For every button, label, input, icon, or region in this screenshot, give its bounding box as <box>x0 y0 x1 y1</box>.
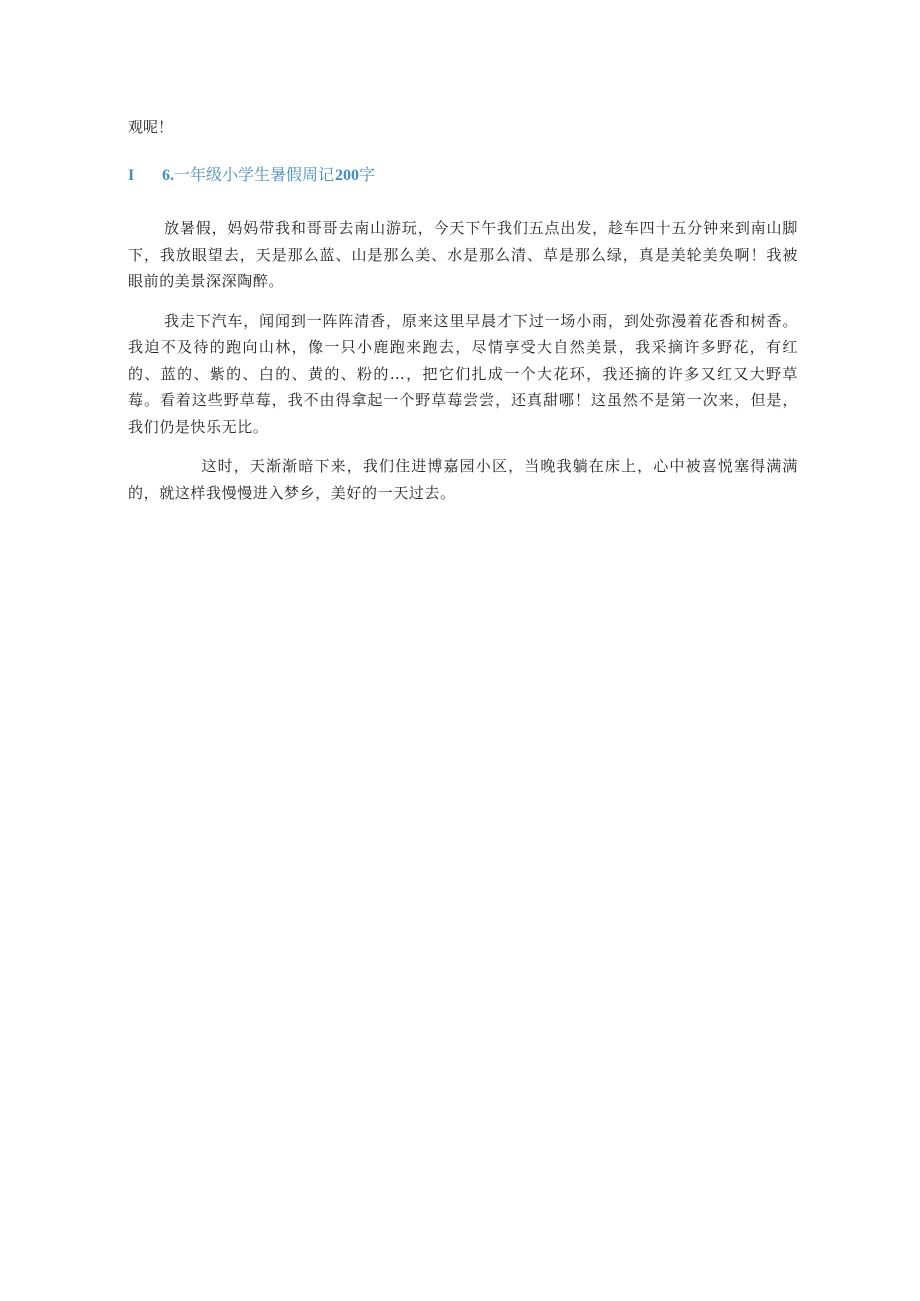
body-paragraph-3: 这时，天渐渐暗下来，我们住进博嘉园小区，当晚我躺在床上，心中被喜悦塞得满满的，就这样我慢慢进入梦乡，美好的一天过去。 <box>128 457 798 502</box>
body-paragraph-1: 放暑假，妈妈带我和哥哥去南山游玩，今天下午我们五点出发，趁车四十五分钟来到南山脚下，我放眼望去，天是那么蓝、山是那么美、水是那么清、草是那么绿，真是美轮美奂啊！我被眼前的美景深深陶醉。 <box>128 219 798 290</box>
section-title-suffix: 字 <box>359 165 376 184</box>
section-title-number: 200 <box>335 167 360 184</box>
previous-section-tail: 观呢！ <box>128 118 174 136</box>
body-paragraph-2: 我走下汽车，闻闻到一阵阵清香，原来这里早晨才下过一场小雨，到处弥漫着花香和树香。我迫不及待的跑向山林，像一只小鹿跑来跑去，尽情享受大自然美景，我采摘许多野花，有红的、蓝的、紫的、白的、黄的、粉的…，把它们扎成一个大花环，我还摘的许多又红又大野草莓。看着这些野草莓，我不由得拿起一个野草莓尝尝，还真甜哪！这虽然不是第一次来，但是，我们仍是快乐无比。 <box>128 311 798 436</box>
section-number: 6. <box>162 167 174 184</box>
section-title: 一年级小学生暑假周记 <box>174 165 335 184</box>
section-heading <box>128 162 798 189</box>
section-marker: I <box>128 167 135 184</box>
document-content <box>128 114 798 506</box>
